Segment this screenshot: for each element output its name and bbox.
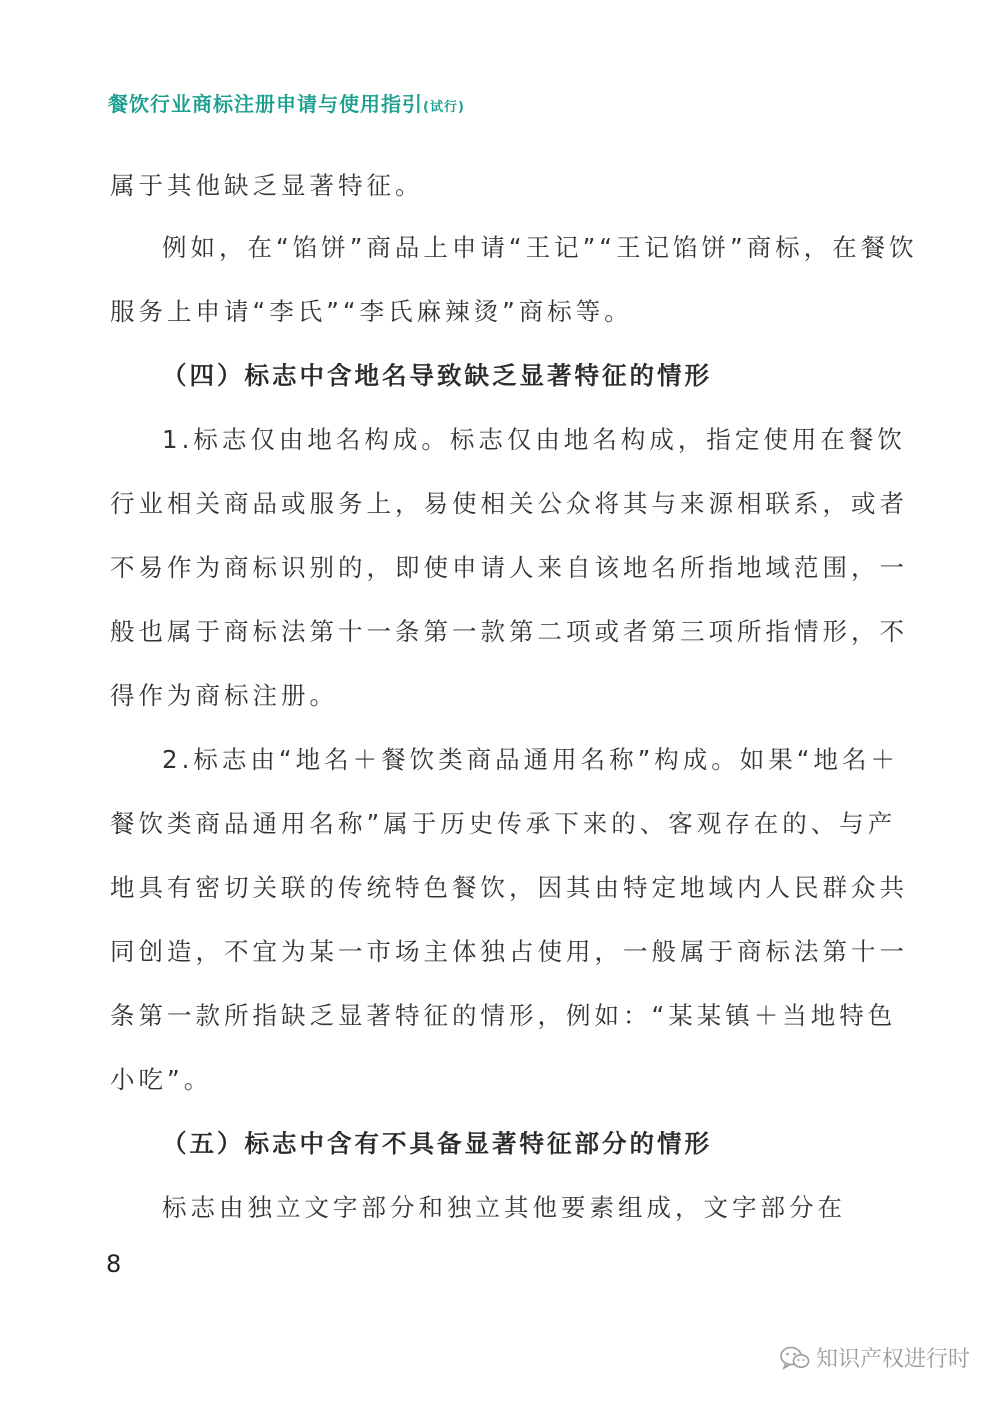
body-line: 行业相关商品或服务上，易使相关公众将其与来源相联系，或者 (110, 489, 908, 518)
body-line: 餐饮类商品通用名称”属于历史传承下来的、客观存在的、与产 (110, 809, 897, 838)
section-heading-5: （五）标志中含有不具备显著特征部分的情形 (162, 1129, 712, 1158)
body-line: 条第一款所指缺乏显著特征的情形，例如：“某某镇＋当地特色 (110, 1001, 897, 1030)
header-title: 餐饮行业商标注册申请与使用指引 (108, 92, 423, 116)
body-line: 小吃”。 (110, 1065, 213, 1094)
body-line: 1.标志仅由地名构成。标志仅由地名构成，指定使用在餐饮 (162, 425, 906, 454)
body-line: 不易作为商标识别的，即使申请人来自该地名所指地域范围，一 (110, 553, 908, 582)
body-line: 同创造，不宜为某一市场主体独占使用，一般属于商标法第十一 (110, 937, 908, 966)
header-trial-label: (试行) (423, 100, 465, 115)
page-number: 8 (106, 1250, 122, 1278)
body-line: 地具有密切关联的传统特色餐饮，因其由特定地域内人民群众共 (110, 873, 908, 902)
section-heading-4: （四）标志中含地名导致缺乏显著特征的情形 (162, 361, 712, 390)
watermark (780, 1342, 970, 1373)
body-line: 得作为商标注册。 (110, 681, 338, 710)
watermark-text: 知识产权进行时 (815, 1347, 970, 1372)
document-header (108, 88, 465, 117)
body-line: 标志由独立文字部分和独立其他要素组成，文字部分在 (162, 1193, 846, 1222)
body-line: 服务上申请“李氏”“李氏麻辣烫”商标等。 (110, 297, 633, 326)
body-line: 例如，在“馅饼”商品上申请“王记”“王记馅饼”商标，在餐饮 (162, 233, 918, 262)
wechat-icon (780, 1345, 810, 1371)
body-line: 属于其他缺乏显著特征。 (110, 171, 424, 200)
body-line: 2.标志由“地名＋餐饮类商品通用名称”构成。如果“地名＋ (162, 745, 899, 774)
body-line: 般也属于商标法第十一条第一款第二项或者第三项所指情形，不 (110, 617, 908, 646)
